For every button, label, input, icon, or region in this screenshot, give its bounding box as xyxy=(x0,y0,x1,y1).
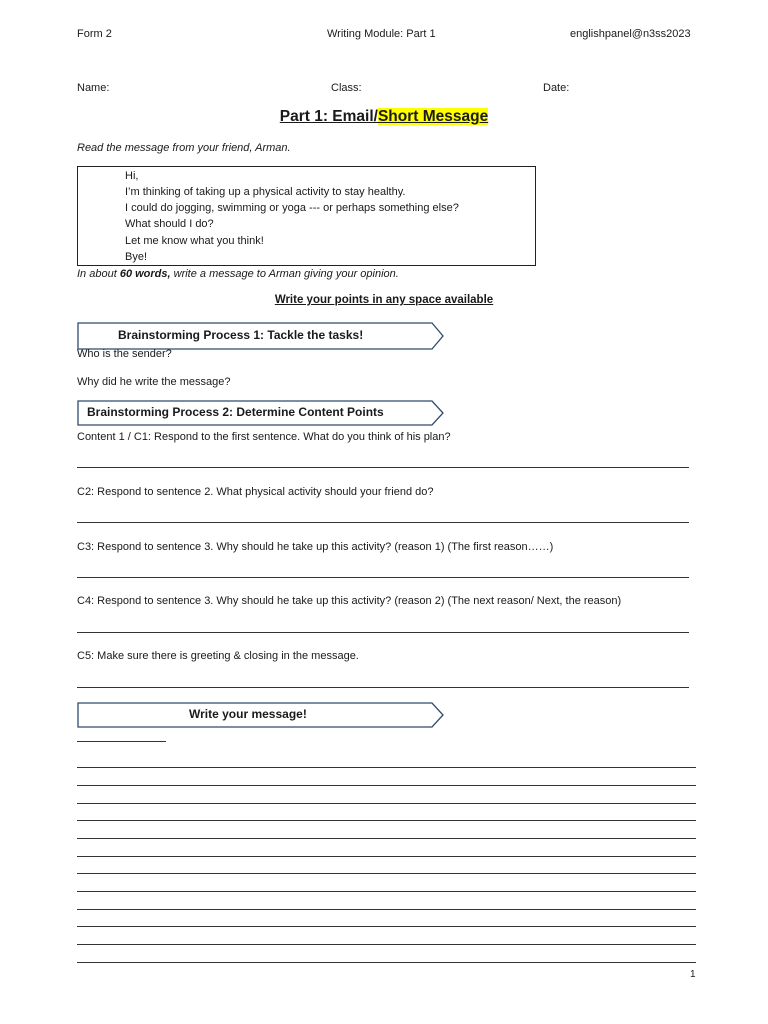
content-point-c3: C3: Respond to sentence 3. Why should he take up this activity? (reason 1) (The first reason……) xyxy=(77,541,554,553)
brainstorm-banner-1 xyxy=(77,322,445,350)
write-message-banner xyxy=(77,702,445,728)
writing-line[interactable] xyxy=(77,856,696,857)
header-email: englishpanel@n3ss2023 xyxy=(570,28,691,40)
brainstorm-banner-2 xyxy=(77,400,445,426)
title-prefix: Part 1: Email/ xyxy=(279,108,378,125)
writing-line[interactable] xyxy=(77,909,696,910)
name-label: Name: xyxy=(77,82,110,94)
message-line: Hi, xyxy=(125,170,139,182)
writing-line[interactable] xyxy=(77,803,696,804)
answer-line[interactable] xyxy=(77,687,689,688)
points-heading: Write your points in any space available xyxy=(274,294,494,306)
writing-line[interactable] xyxy=(77,785,696,786)
writing-line[interactable] xyxy=(77,838,696,839)
message-line: Let me know what you think! xyxy=(125,235,264,247)
answer-line[interactable] xyxy=(77,577,689,578)
writing-line[interactable] xyxy=(77,820,696,821)
banner-2-text: Brainstorming Process 2: Determine Content Points xyxy=(87,405,384,419)
page-title xyxy=(0,108,768,126)
greeting-line[interactable] xyxy=(77,741,166,742)
date-label: Date: xyxy=(543,82,570,94)
question-why: Why did he write the message? xyxy=(77,376,231,388)
answer-line[interactable] xyxy=(77,467,689,468)
answer-line[interactable] xyxy=(77,632,689,633)
content-point-c2: C2: Respond to sentence 2. What physical activity should your friend do? xyxy=(77,486,434,498)
task-word-count: 60 words, xyxy=(119,268,171,280)
class-label: Class: xyxy=(331,82,362,94)
task-instruction xyxy=(77,268,399,280)
writing-line[interactable] xyxy=(77,944,696,945)
writing-line[interactable] xyxy=(77,891,696,892)
banner-1-text: Brainstorming Process 1: Tackle the tasks! xyxy=(118,328,364,342)
read-instruction: Read the message from your friend, Arman. xyxy=(77,142,291,154)
task-prefix: In about xyxy=(77,268,120,280)
message-line: I’m thinking of taking up a physical activity to stay healthy. xyxy=(125,186,406,198)
content-point-c5: C5: Make sure there is greeting & closing in the message. xyxy=(77,650,359,662)
title-highlight: Short Message xyxy=(377,108,489,125)
task-suffix: write a message to Arman giving your opinion. xyxy=(170,268,399,280)
question-sender: Who is the sender? xyxy=(77,348,172,360)
writing-line[interactable] xyxy=(77,926,696,927)
header-form: Form 2 xyxy=(77,28,112,40)
message-line: I could do jogging, swimming or yoga --- or perhaps something else? xyxy=(125,202,459,214)
friend-message-box xyxy=(77,166,536,266)
content-point-c1: Content 1 / C1: Respond to the first sentence. What do you think of his plan? xyxy=(77,431,451,443)
message-line: What should I do? xyxy=(125,218,214,230)
answer-line[interactable] xyxy=(77,522,689,523)
content-point-c4: C4: Respond to sentence 3. Why should he take up this activity? (reason 2) (The next reason/ Next, the reason) xyxy=(77,595,622,607)
header-module: Writing Module: Part 1 xyxy=(327,28,436,40)
banner-3-text: Write your message! xyxy=(189,707,307,721)
page-number: 1 xyxy=(690,969,696,980)
writing-line[interactable] xyxy=(77,767,696,768)
writing-line[interactable] xyxy=(77,962,696,963)
writing-line[interactable] xyxy=(77,873,696,874)
message-line: Bye! xyxy=(125,251,148,263)
